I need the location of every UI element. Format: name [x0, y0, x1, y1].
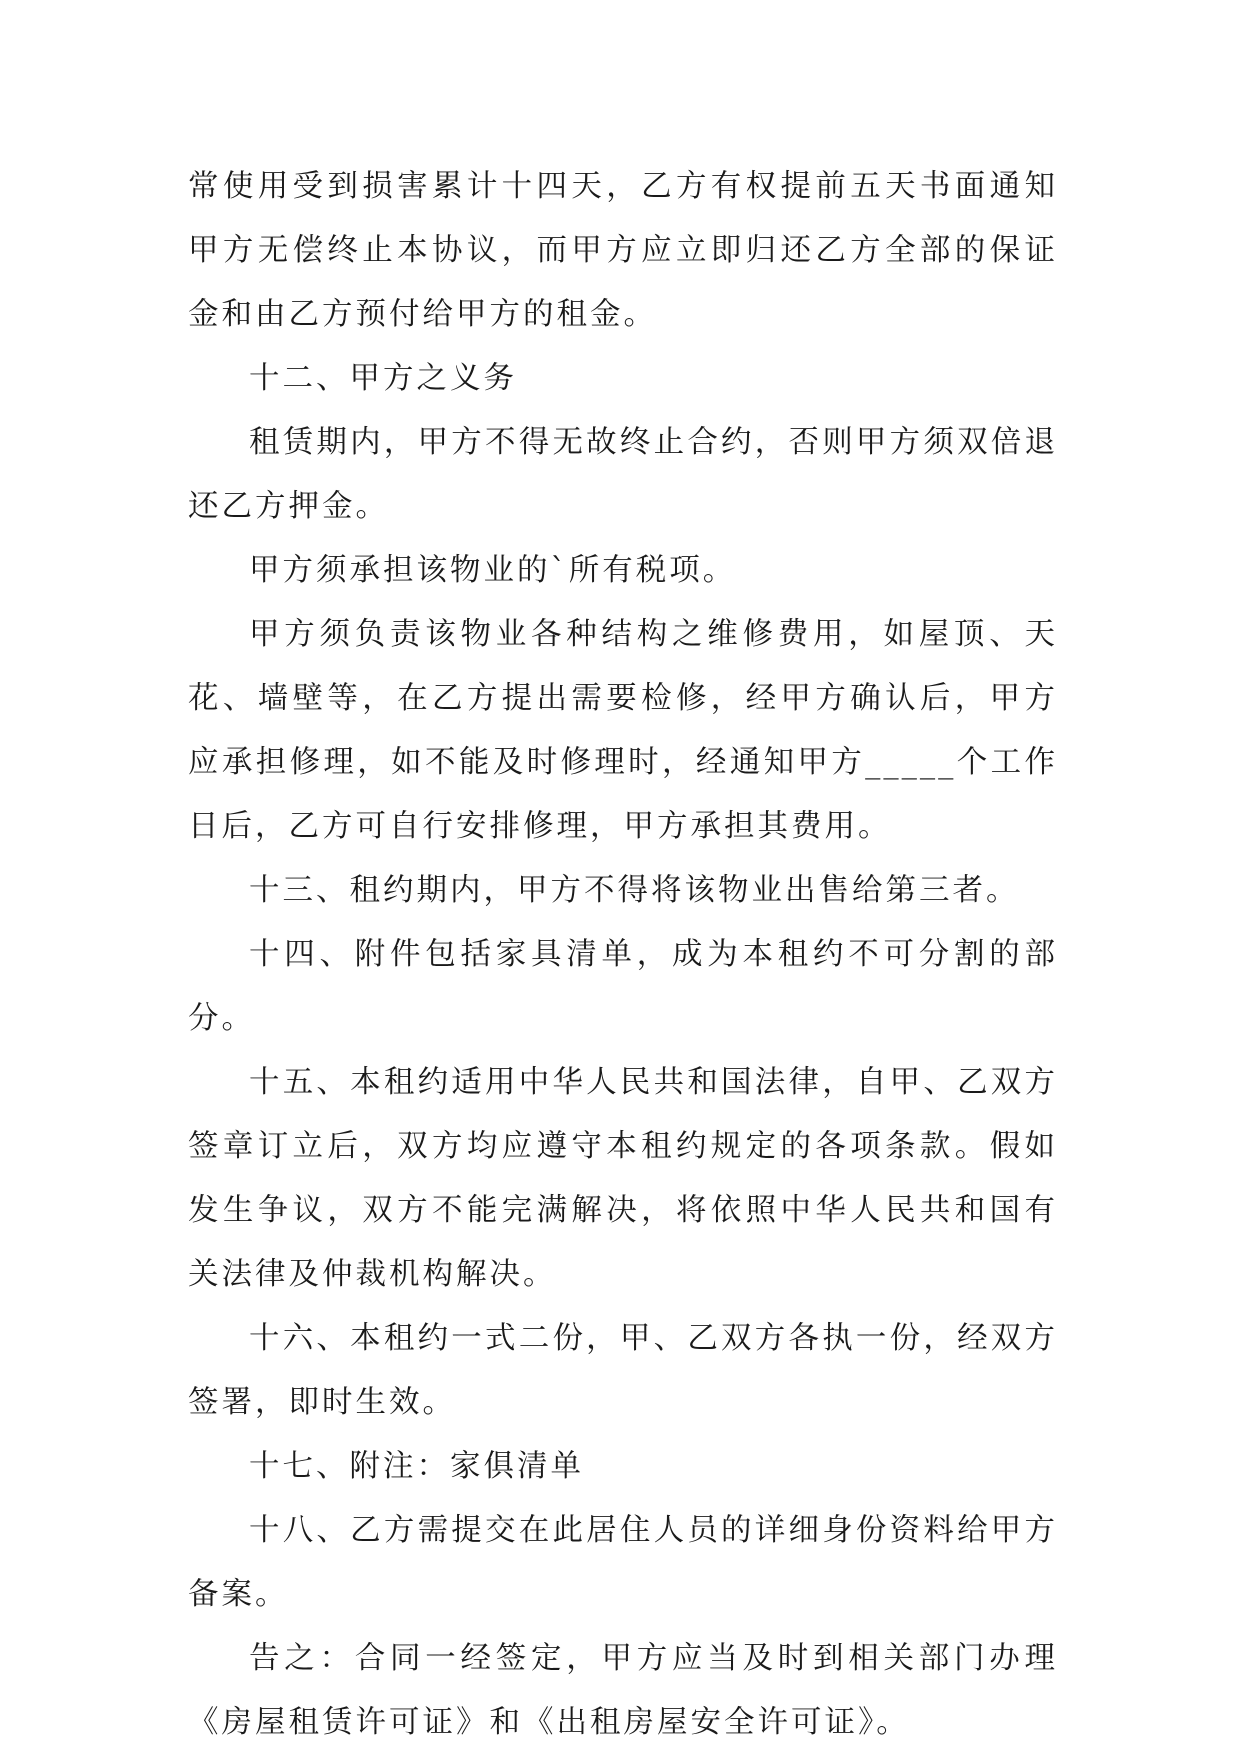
clause-17: 十七、附注：家俱清单 — [249, 1449, 584, 1484]
paragraph-taxes: 甲方须承担该物业的`所有税项。 — [249, 553, 737, 588]
clause-16: 十六、本租约一式二份，甲、乙双方各执一份，经双方签署，即时生效。 — [188, 1321, 1058, 1420]
document-page — [188, 155, 1058, 1755]
paragraph-no-termination: 租赁期内，甲方不得无故终止合约，否则甲方须双倍退还乙方押金。 — [188, 425, 1058, 524]
clause-15: 十五、本租约适用中华人民共和国法律，自甲、乙双方签章订立后，双方均应遵守本租约规定的各项条款。假如发生争议，双方不能完满解决，将依照中华人民共和国有关法律及仲裁机构解决。 — [188, 1065, 1058, 1292]
notice-paragraph: 告之：合同一经签定，甲方应当及时到相关部门办理《房屋租赁许可证》和《出租房屋安全许可证》。 — [188, 1641, 1058, 1740]
section-heading-12: 十二、甲方之义务 — [249, 361, 517, 396]
paragraph-continuation: 常使用受到损害累计十四天，乙方有权提前五天书面通知甲方无偿终止本协议，而甲方应立即归还乙方全部的保证金和由乙方预付给甲方的租金。 — [188, 169, 1058, 332]
clause-13: 十三、租约期内，甲方不得将该物业出售给第三者。 — [249, 873, 1020, 908]
paragraph-repairs: 甲方须负责该物业各种结构之维修费用，如屋顶、天花、墙壁等，在乙方提出需要检修，经甲方确认后，甲方应承担修理，如不能及时修理时，经通知甲方_____个工作日后，乙方可自行安排修理，甲方承担其费用。 — [188, 617, 1058, 844]
clause-14: 十四、附件包括家具清单，成为本租约不可分割的部分。 — [188, 937, 1058, 1036]
clause-18: 十八、乙方需提交在此居住人员的详细身份资料给甲方备案。 — [188, 1513, 1058, 1612]
